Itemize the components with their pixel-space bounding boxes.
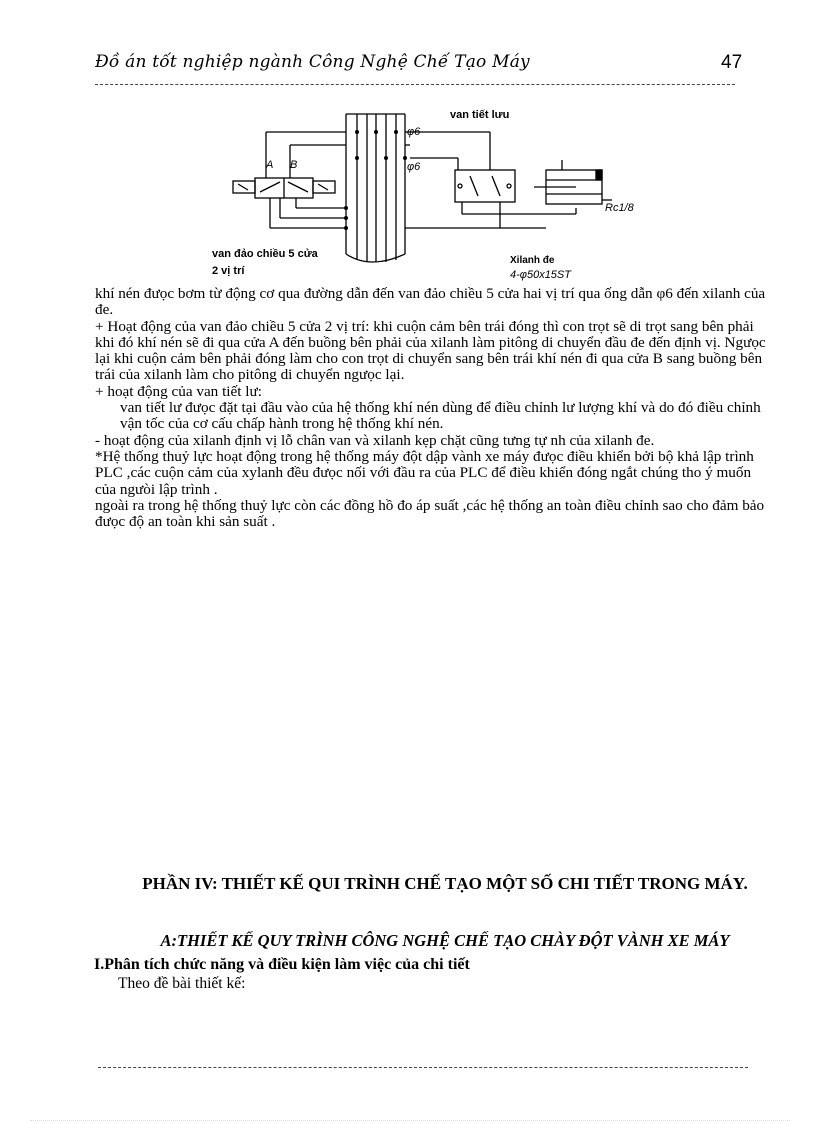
label-cylinder: Xilanh đe <box>510 255 555 266</box>
pneumatic-schematic <box>200 100 640 285</box>
paragraph: khí nén đưọc bơm từ động cơ qua đường dẫn đến van đảo chiều 5 cửa hai vị trí qua ống dẫn φ6 đến xilanh của đe. <box>95 285 766 319</box>
paragraph: + Hoạt động của van đảo chiều 5 cửa 2 vị trí: khi cuộn cảm bên trái đóng thì con trọt sẽ di trọt sang bên phải khi đó khí nén sẽ đi qua cửa A đến buồng bên phải của xilanh làm pitông di chuyển đầu đe đến định vị. Ngưọc lại khi cuộn cảm bên phải đóng làm cho con trọt di chuyển sang bên trái khí nén đi qua cửa B sang buồng bên trái của xilanh làm cho pitông di chuyển ngưọc lại. <box>95 317 766 384</box>
paragraph: - hoạt động của xilanh định vị lỗ chân van và xilanh kẹp chặt cũng tưng tự nh của xilanh đe. <box>95 431 655 449</box>
part-title: PHẦN IV: THIẾT KẾ QUI TRÌNH CHẾ TẠO MỘT SỐ CHI TIẾT TRONG MÁY. <box>142 874 748 893</box>
label-phi6-mid: φ6 <box>407 161 421 173</box>
page-number: 47 <box>721 52 743 73</box>
label-port-b: B <box>290 159 298 171</box>
paragraph: van tiết lư đưọc đặt tại đầu vào của hệ thống khí nén dùng để điều chỉnh lư lượng khí và do đó điều chỉnh vận tốc của cơ cấu chấp hành trong hệ thống khí nén. <box>120 399 761 433</box>
body-text <box>95 286 775 530</box>
paragraph: *Hệ thống thuỷ lực hoạt động trong hệ thống máy đột dập vành xe máy đưọc điều khiển bởi bộ khả lập trình PLC ,các cuộn cảm của xylanh đều đưọc nối với đầu ra của PLC để điều khiển đóng ngắt chúng tho ý muốn của ngưòi lập trình . <box>95 447 754 498</box>
label-throttle: van tiết lưu <box>450 109 510 121</box>
label-rc: Rc1/8 <box>605 202 634 214</box>
label-port-a: A <box>266 159 274 171</box>
page-edge <box>30 1120 790 1121</box>
pneumatic-diagram <box>200 100 640 285</box>
header-title: Đồ án tốt nghiệp ngành Công Nghệ Chế Tạo Máy <box>95 52 530 72</box>
label-phi6-top: φ6 <box>407 126 421 138</box>
section-title: I.Phân tích chức năng và điều kiện làm việc của chi tiết <box>94 956 470 973</box>
footer-divider <box>98 1067 748 1068</box>
header-divider <box>95 84 735 85</box>
paragraph: ngoài ra trong hệ thống thuỷ lực còn các đồng hồ đo áp suất ,các hệ thống an toàn điều chỉnh sao cho đảm bảo đưọc độ an toàn khi sản suất . <box>95 496 765 531</box>
subtitle: A:THIẾT KẾ QUY TRÌNH CÔNG NGHỆ CHẾ TẠO CHÀY ĐỘT VÀNH XE MÁY <box>160 931 730 950</box>
section-line: Theo đề bài thiết kế: <box>118 975 246 992</box>
label-cylinder-spec: 4-φ50x15ST <box>510 269 571 281</box>
label-valve-line1: van đảo chiều 5 cửa <box>212 248 318 260</box>
label-valve-line2: 2 vị trí <box>212 265 245 277</box>
paragraph: + hoạt động của van tiết lư: <box>95 382 262 400</box>
